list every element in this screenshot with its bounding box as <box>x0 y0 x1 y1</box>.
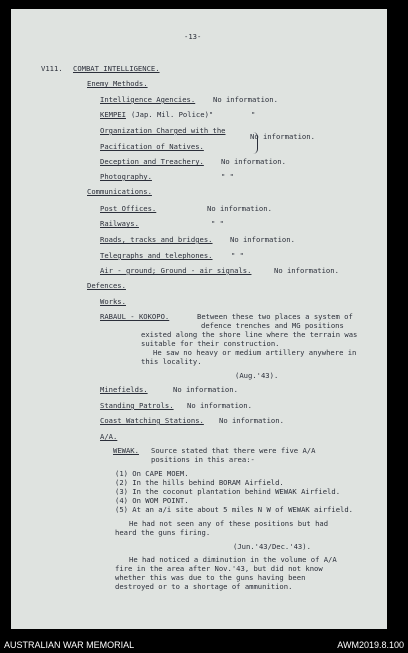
roads-label: Roads, tracks and bridges. <box>100 235 213 244</box>
railways-label: Railways. <box>100 219 139 228</box>
telegraphs-label: Telegraphs and telephones. <box>100 251 213 260</box>
defences-heading: Defences. <box>87 281 126 290</box>
standing-patrols-value: No information. <box>187 401 252 410</box>
wewak-line-2: positions in this area:- <box>151 455 255 464</box>
standing-patrols-label: Standing Patrols. <box>100 401 174 410</box>
rabaul-line-2: defence trenches and MG positions <box>201 321 344 330</box>
rabaul-date: (Aug.'43). <box>235 371 279 380</box>
aa-heading: A/A. <box>100 432 118 441</box>
list-item: (1) On CAPE MOEM. <box>115 469 189 478</box>
rabaul-line-3: existed along the shore line where the terrain was <box>141 330 358 339</box>
communications-heading: Communications. <box>87 187 152 196</box>
list-item: (4) On WOM POINT. <box>115 496 189 505</box>
rabaul-line-5: He saw no heavy or medium artillery anywhere in <box>153 348 357 357</box>
brace-value: No information. <box>250 132 315 141</box>
pacification-label: Pacification of Natives. <box>100 142 204 151</box>
works-heading: Works. <box>100 297 126 306</box>
telegraphs-value: " " <box>231 251 244 260</box>
para3-line-3: whether this was due to the guns having been <box>115 573 306 582</box>
list-item: (5) At an a/i site about 5 miles N W of WEWAK airfield. <box>115 505 353 514</box>
railways-value: " " <box>211 219 224 228</box>
list-item: (2) In the hills behind BORAM Airfield. <box>115 478 284 487</box>
rabaul-line-6: this locality. <box>141 357 202 366</box>
air-ground-value: No information. <box>274 266 339 275</box>
wewak-label: WEWAK. <box>113 446 139 455</box>
kempei-label: KEMPEI <box>100 110 126 119</box>
photography-value: " " <box>221 172 234 181</box>
rabaul-line-4: suitable for their construction. <box>141 339 280 348</box>
post-offices-value: No information. <box>207 204 272 213</box>
wewak-line-1: Source stated that there were five A/A <box>151 446 316 455</box>
list-item: (3) In the coconut plantation behind WEWAK Airfield. <box>115 487 341 496</box>
rabaul-label: RABAUL - KOKOPO. <box>100 312 170 321</box>
para3-line-2: fire in the area after Nov.'43, but did not know <box>115 564 323 573</box>
deception-label: Deception and Treachery. <box>100 157 204 166</box>
para3-line-4: destroyed or to a shortage of ammunition. <box>115 582 293 591</box>
minefields-value: No information. <box>173 385 238 394</box>
para2-date: (Jun.'43/Dec.'43). <box>233 542 311 551</box>
intel-agencies-value: No information. <box>213 95 278 104</box>
document-page <box>11 9 387 629</box>
air-ground-label: Air - ground; Ground - air signals. <box>100 266 252 275</box>
org-charged-label: Organization Charged with the <box>100 126 226 135</box>
footer-bar <box>0 637 408 653</box>
footer-left: AUSTRALIAN WAR MEMORIAL <box>4 640 135 650</box>
section-number: V111. <box>41 64 63 73</box>
photography-label: Photography. <box>100 172 152 181</box>
minefields-label: Minefields. <box>100 385 148 394</box>
para3-line-1: He had noticed a diminution in the volume of A/A <box>129 555 337 564</box>
kempei-value: " <box>251 110 256 119</box>
page-number: -13- <box>184 32 202 41</box>
footer-right: AWM2019.8.100 <box>337 640 404 650</box>
para2-line-2: heard the guns firing. <box>115 528 211 537</box>
deception-value: No information. <box>221 157 286 166</box>
coast-watching-label: Coast Watching Stations. <box>100 416 204 425</box>
para2-line-1: He had not seen any of these positions but had <box>129 519 329 528</box>
intel-agencies-label: Intelligence Agencies. <box>100 95 196 104</box>
section-title: COMBAT INTELLIGENCE. <box>73 64 160 73</box>
roads-value: No information. <box>230 235 295 244</box>
rabaul-line-1: Between these two places a system of <box>197 312 353 321</box>
enemy-methods-heading: Enemy Methods. <box>87 79 148 88</box>
coast-watching-value: No information. <box>219 416 284 425</box>
kempei-paren: (Jap. Mil. Police)" <box>131 110 214 119</box>
post-offices-label: Post Offices. <box>100 204 157 213</box>
